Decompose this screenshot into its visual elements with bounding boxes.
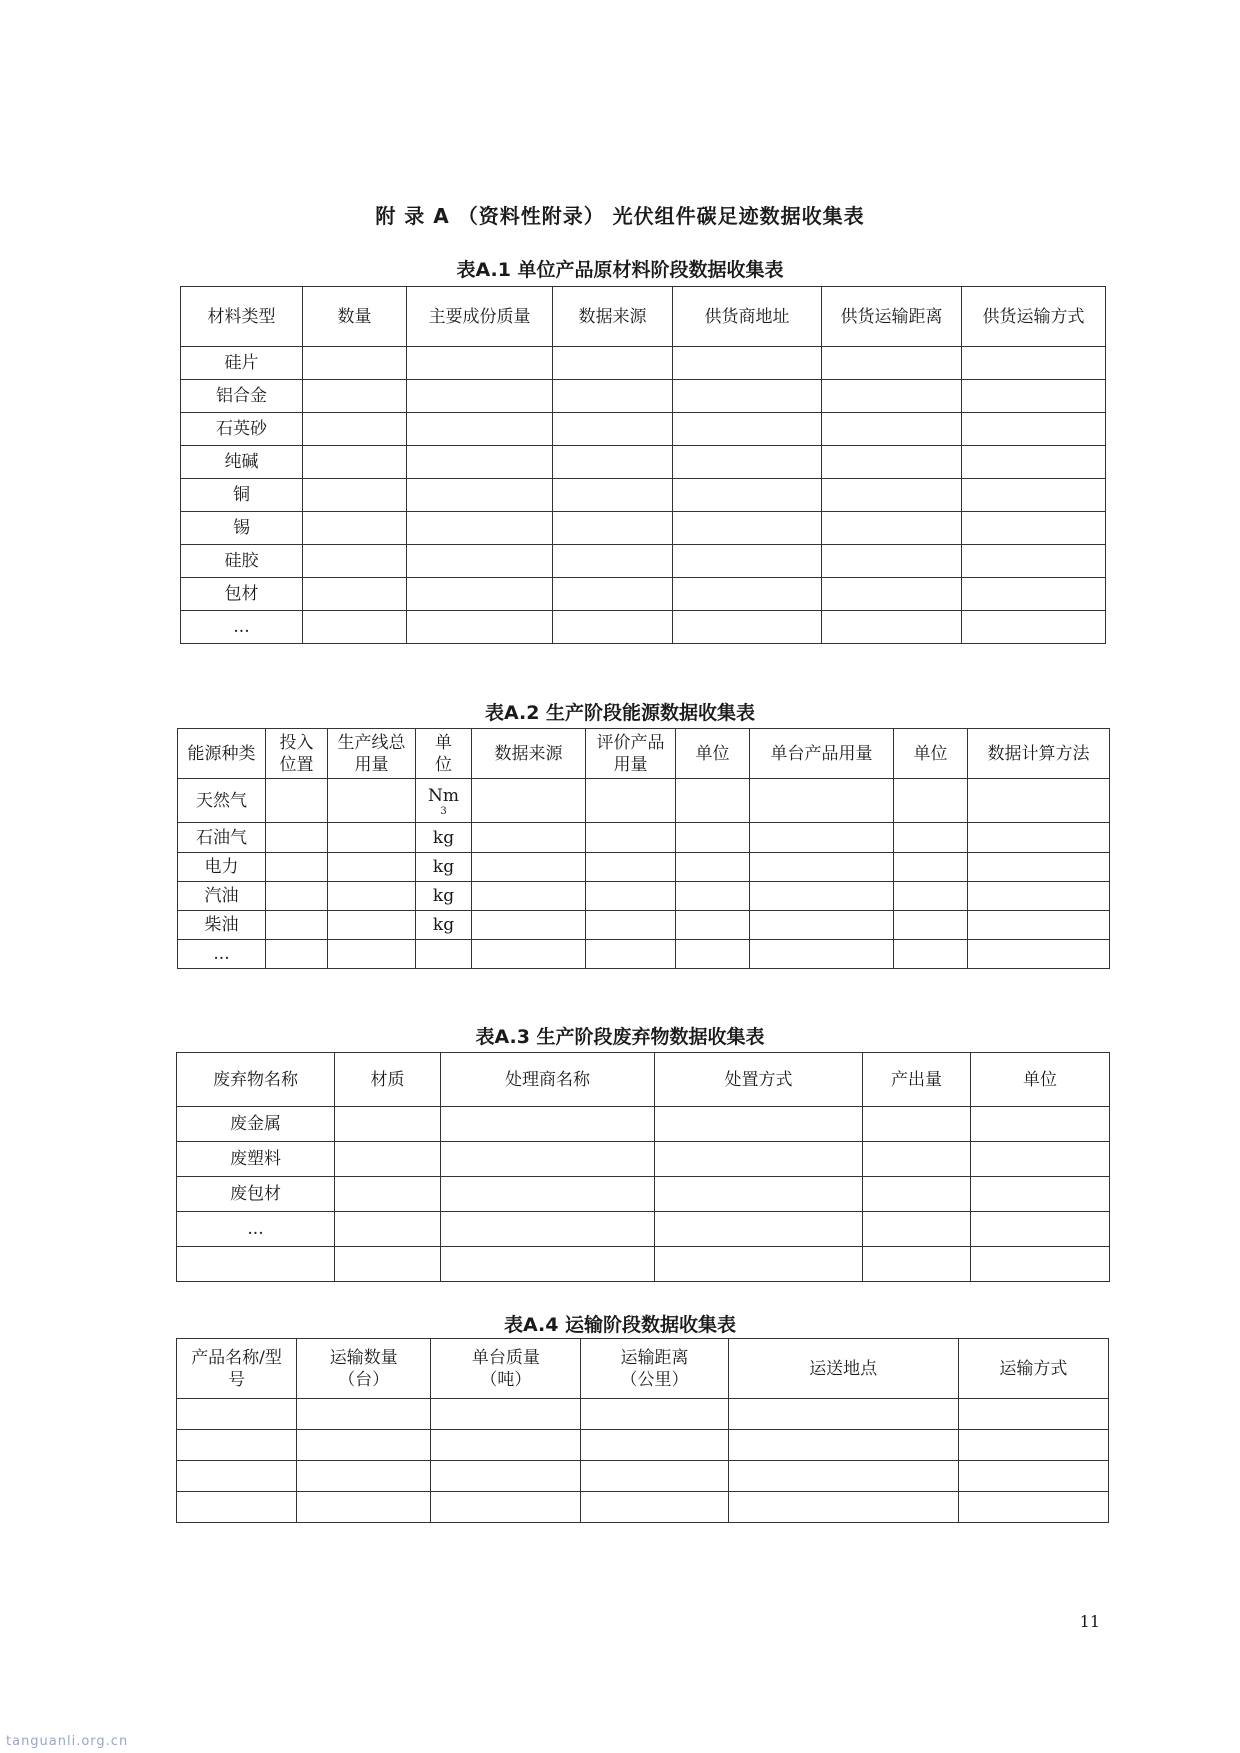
table-header-cell: 单位 [971,1053,1110,1107]
table-cell[interactable] [968,911,1110,940]
table-cell[interactable] [335,1107,441,1142]
waste-name-cell [177,1247,335,1282]
table-cell[interactable] [962,545,1106,578]
table-header-cell: 运输数量（台） [297,1339,431,1399]
table-cell[interactable] [728,1492,958,1523]
material-cell: ... [181,611,303,644]
table-cell[interactable] [586,823,676,853]
table-cell[interactable] [863,1177,971,1212]
table-cell[interactable] [472,779,586,823]
table-cell[interactable] [894,911,968,940]
table-cell[interactable] [676,823,750,853]
table-cell[interactable] [968,853,1110,882]
table-cell[interactable] [328,882,416,911]
table-header-cell: 数据来源 [553,287,673,347]
table-header-cell: 单台质量（吨） [431,1339,581,1399]
table-row [181,545,1106,578]
table-header-cell: 产品名称/型号 [177,1339,297,1399]
table-cell[interactable] [472,853,586,882]
table-cell[interactable] [407,347,553,380]
table-cell[interactable] [676,940,750,969]
table-header-cell: 材质 [335,1053,441,1107]
waste-name-cell: 废包材 [177,1177,335,1212]
table-cell[interactable] [586,779,676,823]
table-row [181,446,1106,479]
table-cell[interactable] [676,911,750,940]
table-row [181,578,1106,611]
table-cell[interactable] [894,940,968,969]
table-cell[interactable] [553,545,673,578]
table-cell[interactable] [822,611,962,644]
table-row [178,853,1110,882]
table-row [177,1142,1110,1177]
energy-type-cell: 汽油 [178,882,266,911]
table-a1-caption: 表A.1 单位产品原材料阶段数据收集表 [456,259,784,281]
table-cell[interactable] [553,380,673,413]
table-cell[interactable] [553,413,673,446]
table-cell[interactable] [303,545,407,578]
table-a2 [177,728,1110,969]
table-cell[interactable] [266,940,328,969]
table-row [178,940,1110,969]
table-cell[interactable] [962,347,1106,380]
table-a3-caption: 表A.3 生产阶段废弃物数据收集表 [475,1026,765,1048]
table-cell[interactable] [441,1247,655,1282]
table-cell[interactable] [328,779,416,823]
table-cell[interactable] [266,853,328,882]
table-cell[interactable] [407,611,553,644]
table-row [177,1399,1109,1430]
material-cell: 铝合金 [181,380,303,413]
material-cell: 硅胶 [181,545,303,578]
table-cell[interactable] [303,413,407,446]
table-header-cell: 评价产品用量 [586,729,676,779]
table-row [181,413,1106,446]
table-cell[interactable] [431,1492,581,1523]
table-row [181,380,1106,413]
table-cell[interactable] [971,1142,1110,1177]
table-row [177,1430,1109,1461]
table-cell[interactable] [822,446,962,479]
table-row [178,779,1110,823]
waste-name-cell: 废塑料 [177,1142,335,1177]
table-cell[interactable] [962,446,1106,479]
table-cell[interactable] [177,1430,297,1461]
unit-cell [416,779,472,823]
table-header-cell: 运送地点 [728,1339,958,1399]
unit-text: Nm [428,785,459,806]
table-cell[interactable] [297,1492,431,1523]
table-cell[interactable] [968,823,1110,853]
table-header-cell: 投入位置 [266,729,328,779]
table-cell[interactable] [303,611,407,644]
table-cell[interactable] [335,1177,441,1212]
table-cell[interactable] [655,1107,863,1142]
table-a4-caption: 表A.4 运输阶段数据收集表 [503,1314,737,1336]
table-cell[interactable] [673,545,822,578]
unit-cell: kg [416,853,472,882]
table-cell[interactable] [407,545,553,578]
page-number: 11 [1079,1612,1100,1631]
table-row [181,479,1106,512]
table-cell[interactable] [676,882,750,911]
table-cell[interactable] [553,479,673,512]
table-cell[interactable] [968,882,1110,911]
waste-name-cell: 废金属 [177,1107,335,1142]
table-cell[interactable] [328,823,416,853]
table-header-cell: 主要成份质量 [407,287,553,347]
table-cell[interactable] [863,1247,971,1282]
table-cell[interactable] [673,380,822,413]
table-cell[interactable] [335,1247,441,1282]
table-cell[interactable] [673,446,822,479]
table-header-cell: 供货商地址 [673,287,822,347]
table-cell[interactable] [297,1461,431,1492]
table-cell[interactable] [750,823,894,853]
table-cell[interactable] [673,347,822,380]
table-header-cell: 处置方式 [655,1053,863,1107]
table-cell[interactable] [586,940,676,969]
table-cell[interactable] [958,1492,1108,1523]
table-header-cell: 生产线总用量 [328,729,416,779]
table-row [181,611,1106,644]
table-cell[interactable] [728,1430,958,1461]
table-cell[interactable] [962,611,1106,644]
table-cell[interactable] [863,1107,971,1142]
table-cell[interactable] [328,853,416,882]
table-header-cell: 单台产品用量 [750,729,894,779]
table-cell[interactable] [441,1107,655,1142]
table-cell[interactable] [581,1492,728,1523]
table-cell[interactable] [863,1142,971,1177]
table-header-cell: 数据来源 [472,729,586,779]
material-cell: 纯碱 [181,446,303,479]
material-cell: 硅片 [181,347,303,380]
table-cell[interactable] [971,1107,1110,1142]
watermark: tanguanli.org.cn [6,1734,129,1749]
table-cell[interactable] [407,413,553,446]
waste-name-cell: ... [177,1212,335,1247]
table-cell[interactable] [303,347,407,380]
table-cell[interactable] [303,578,407,611]
table-cell[interactable] [407,578,553,611]
energy-type-cell: ... [178,940,266,969]
table-cell[interactable] [822,545,962,578]
table-cell[interactable] [962,380,1106,413]
table-cell[interactable] [822,512,962,545]
table-cell[interactable] [297,1430,431,1461]
table-header-cell: 产出量 [863,1053,971,1107]
table-cell[interactable] [894,853,968,882]
table-cell[interactable] [968,779,1110,823]
table-row [177,1212,1110,1247]
table-row [177,1107,1110,1142]
table-cell[interactable] [177,1461,297,1492]
table-cell[interactable] [673,479,822,512]
energy-type-cell: 石油气 [178,823,266,853]
table-cell[interactable] [655,1212,863,1247]
table-cell[interactable] [962,578,1106,611]
table-row [181,347,1106,380]
table-cell[interactable] [750,911,894,940]
table-cell[interactable] [822,479,962,512]
table-cell[interactable] [441,1212,655,1247]
unit-cell [416,940,472,969]
table-cell[interactable] [673,578,822,611]
table-cell[interactable] [431,1430,581,1461]
table-cell[interactable] [894,823,968,853]
table-cell[interactable] [655,1142,863,1177]
table-row [177,1247,1110,1282]
table-cell[interactable] [553,446,673,479]
table-header-cell: 供货运输方式 [962,287,1106,347]
table-header-cell: 能源种类 [178,729,266,779]
energy-type-cell: 柴油 [178,911,266,940]
table-a2-caption: 表A.2 生产阶段能源数据收集表 [484,702,756,724]
unit-superscript: 3 [440,805,447,817]
table-cell[interactable] [431,1461,581,1492]
table-header-cell: 供货运输距离 [822,287,962,347]
table-row [177,1461,1109,1492]
table-cell[interactable] [328,911,416,940]
table-cell[interactable] [676,853,750,882]
table-row [178,823,1110,853]
table-cell[interactable] [407,512,553,545]
table-cell[interactable] [472,823,586,853]
table-cell[interactable] [962,479,1106,512]
table-cell[interactable] [266,911,328,940]
table-header-cell: 单位 [416,729,472,779]
table-cell[interactable] [673,512,822,545]
table-a4 [176,1338,1109,1523]
table-row [177,1177,1110,1212]
energy-type-cell: 电力 [178,853,266,882]
table-cell[interactable] [750,882,894,911]
table-cell[interactable] [971,1177,1110,1212]
table-cell[interactable] [303,512,407,545]
material-cell: 石英砂 [181,413,303,446]
unit-cell: kg [416,823,472,853]
table-header-cell: 运输距离（公里） [581,1339,728,1399]
table-cell[interactable] [655,1177,863,1212]
table-cell[interactable] [728,1399,958,1430]
table-cell[interactable] [441,1177,655,1212]
table-row [181,512,1106,545]
table-row [177,1492,1109,1523]
table-cell[interactable] [472,911,586,940]
table-cell[interactable] [894,779,968,823]
table-cell[interactable] [407,446,553,479]
table-header-cell: 数据计算方法 [968,729,1110,779]
table-header-cell: 处理商名称 [441,1053,655,1107]
table-cell[interactable] [962,512,1106,545]
table-cell[interactable] [971,1247,1110,1282]
table-cell[interactable] [177,1492,297,1523]
table-cell[interactable] [581,1430,728,1461]
table-cell[interactable] [586,911,676,940]
table-cell[interactable] [822,578,962,611]
table-cell[interactable] [553,578,673,611]
table-header-cell: 单位 [676,729,750,779]
table-cell[interactable] [750,779,894,823]
table-cell[interactable] [586,853,676,882]
table-cell[interactable] [673,611,822,644]
table-header-cell: 运输方式 [958,1339,1108,1399]
table-cell[interactable] [472,882,586,911]
table-cell[interactable] [335,1142,441,1177]
table-cell[interactable] [586,882,676,911]
table-cell[interactable] [553,512,673,545]
table-cell[interactable] [958,1399,1108,1430]
table-cell[interactable] [728,1461,958,1492]
table-cell[interactable] [266,779,328,823]
table-cell[interactable] [328,940,416,969]
table-cell[interactable] [822,347,962,380]
table-header-cell: 单位 [894,729,968,779]
table-header-cell: 材料类型 [181,287,303,347]
page-title: 附 录 A （资料性附录） 光伏组件碳足迹数据收集表 [375,204,865,228]
table-cell[interactable] [863,1212,971,1247]
table-cell[interactable] [553,347,673,380]
table-cell[interactable] [676,779,750,823]
table-cell[interactable] [822,380,962,413]
table-cell[interactable] [750,853,894,882]
table-cell[interactable] [958,1430,1108,1461]
table-row [178,911,1110,940]
table-cell[interactable] [407,380,553,413]
table-cell[interactable] [673,413,822,446]
energy-type-cell: 天然气 [178,779,266,823]
table-cell[interactable] [581,1399,728,1430]
table-cell[interactable] [971,1212,1110,1247]
table-cell[interactable] [303,479,407,512]
table-cell[interactable] [553,611,673,644]
table-cell[interactable] [297,1399,431,1430]
table-a1 [180,286,1106,644]
unit-cell: kg [416,911,472,940]
unit-cell: kg [416,882,472,911]
material-cell: 锡 [181,512,303,545]
table-cell[interactable] [303,446,407,479]
table-cell[interactable] [962,413,1106,446]
table-cell[interactable] [958,1461,1108,1492]
table-cell[interactable] [894,882,968,911]
table-a3 [176,1052,1110,1282]
table-cell[interactable] [655,1247,863,1282]
table-cell[interactable] [441,1142,655,1177]
table-cell[interactable] [177,1399,297,1430]
table-cell[interactable] [407,479,553,512]
table-cell[interactable] [822,413,962,446]
table-cell[interactable] [581,1461,728,1492]
table-cell[interactable] [968,940,1110,969]
material-cell: 铜 [181,479,303,512]
table-row [178,882,1110,911]
table-cell[interactable] [266,882,328,911]
table-cell[interactable] [431,1399,581,1430]
table-cell[interactable] [266,823,328,853]
table-header-cell: 废弃物名称 [177,1053,335,1107]
table-header-cell: 数量 [303,287,407,347]
table-cell[interactable] [303,380,407,413]
table-cell[interactable] [335,1212,441,1247]
table-cell[interactable] [750,940,894,969]
table-cell[interactable] [472,940,586,969]
material-cell: 包材 [181,578,303,611]
